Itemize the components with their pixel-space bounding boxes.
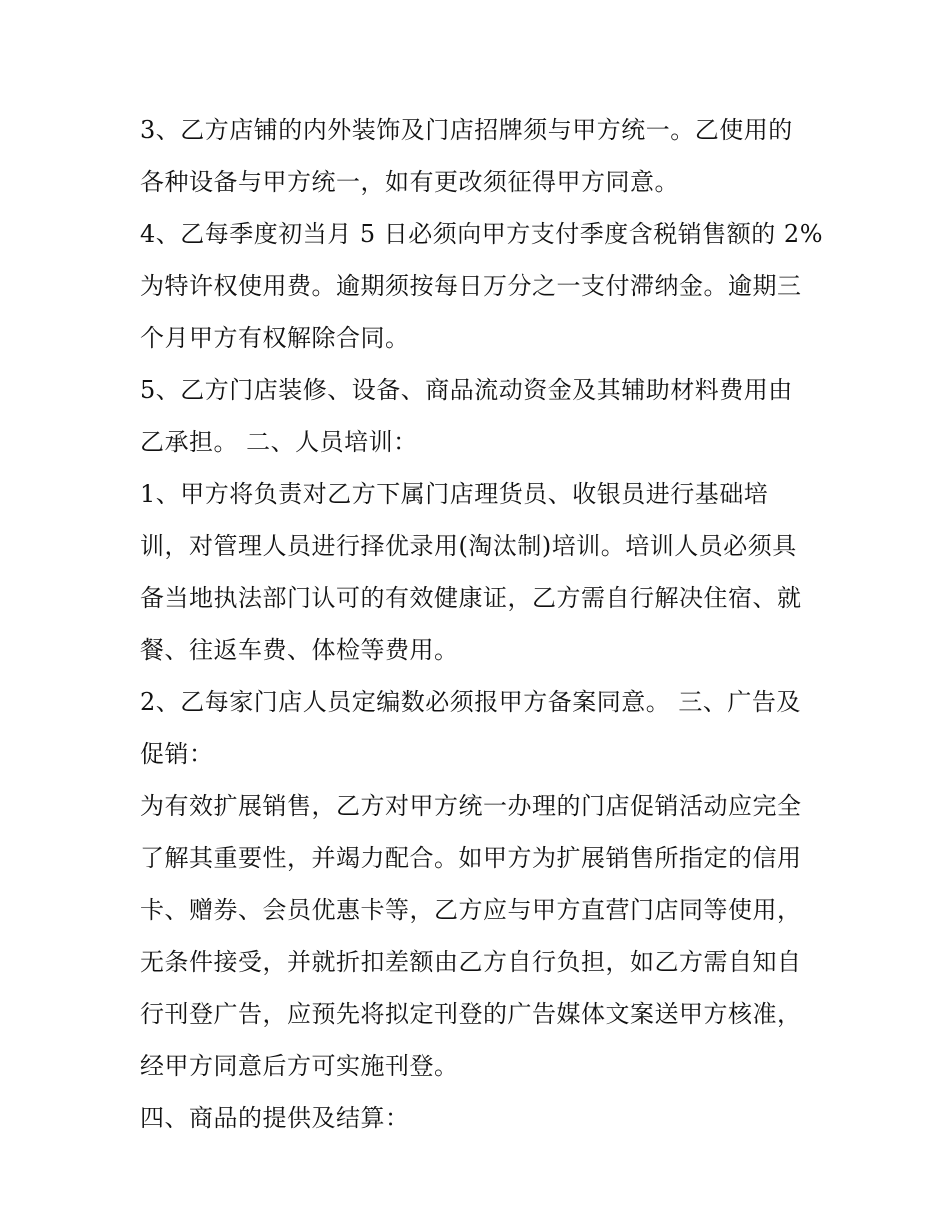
text-line: 行刊登广告，应预先将拟定刊登的广告媒体文案送甲方核准， <box>140 1000 802 1028</box>
text-line: 4、乙每季度初当月 5 日必须向甲方支付季度含税销售额的 2% <box>140 220 823 248</box>
text-line: 训，对管理人员进行择优录用(淘汰制)培训。培训人员必须具 <box>140 532 797 560</box>
text-line: 卡、赠券、会员优惠卡等，乙方应与甲方直营门店同等使用， <box>140 896 802 924</box>
text-line: 5、乙方门店装修、设备、商品流动资金及其辅助材料费用由 <box>140 376 793 404</box>
text-line: 备当地执法部门认可的有效健康证，乙方需自行解决住宿、就 <box>140 584 802 612</box>
text-line: 各种设备与甲方统一，如有更改须征得甲方同意。 <box>140 168 679 196</box>
text-line: 3、乙方店铺的内外装饰及门店招牌须与甲方统一。乙使用的 <box>140 116 793 144</box>
text-line: 1、甲方将负责对乙方下属门店理货员、收银员进行基础培 <box>140 480 769 508</box>
section-heading: 四、商品的提供及结算： <box>140 1104 410 1132</box>
text-line: 2、乙每家门店人员定编数必须报甲方备案同意。 三、广告及 <box>140 688 801 716</box>
text-line: 无条件接受，并就折扣差额由乙方自行负担，如乙方需自知自 <box>140 948 802 976</box>
text-line: 经甲方同意后方可实施刊登。 <box>140 1052 459 1080</box>
text-line: 了解其重要性，并竭力配合。如甲方为扩展销售所指定的信用 <box>140 844 802 872</box>
text-line: 个月甲方有权解除合同。 <box>140 324 410 352</box>
text-line: 促销： <box>140 740 214 768</box>
text-line: 乙承担。 二、人员培训： <box>140 428 418 456</box>
text-line: 餐、往返车费、体检等费用。 <box>140 636 459 664</box>
text-line: 为有效扩展销售，乙方对甲方统一办理的门店促销活动应完全 <box>140 792 802 820</box>
text-line: 为特许权使用费。逾期须按每日万分之一支付滞纳金。逾期三 <box>140 272 802 300</box>
